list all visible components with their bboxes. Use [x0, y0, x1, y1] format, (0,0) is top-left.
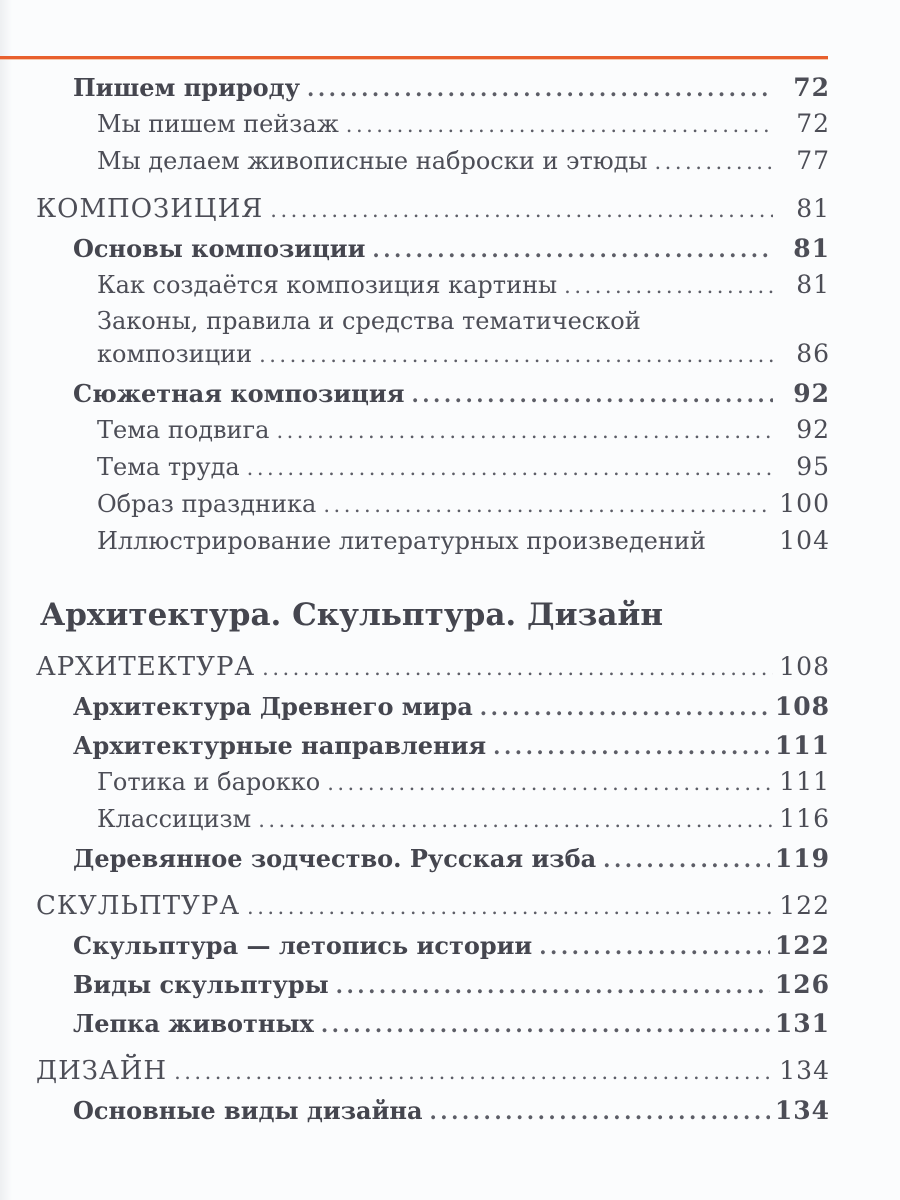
toc-entry	[0, 191, 830, 228]
toc-entry-title: композиции	[97, 340, 253, 368]
dot-leader	[603, 842, 770, 877]
toc-entry	[0, 231, 830, 267]
dot-leader	[321, 1007, 770, 1042]
toc-entry-page: 92	[796, 415, 830, 444]
toc-entry-title: Сюжетная композиция	[73, 379, 405, 408]
toc-entry-title: Иллюстрирование литературных произведений	[97, 527, 706, 555]
toc-entry	[0, 449, 830, 486]
toc-entry	[0, 1006, 830, 1042]
toc-entry-page: 81	[793, 234, 830, 263]
toc-entry	[0, 888, 830, 925]
toc-entry	[0, 689, 830, 725]
toc-entry-title: Пишем природу	[73, 73, 301, 102]
toc-entry	[0, 764, 830, 801]
toc-entry-title: Архитектурные направления	[73, 731, 487, 760]
dot-leader	[276, 414, 773, 449]
toc-entry-page: 81	[796, 194, 830, 223]
toc-entry	[0, 928, 830, 964]
toc-entry-page: 131	[774, 1009, 830, 1038]
toc-entry-page: 111	[779, 767, 830, 796]
toc-entry-title: Тема подвига	[97, 416, 270, 444]
toc-entry-page: 72	[796, 109, 830, 138]
toc-entry-title: АРХИТЕКТУРА	[36, 652, 256, 682]
toc-list	[0, 67, 900, 1129]
dot-leader	[323, 488, 773, 523]
toc-entry-title: Скульптура — летопись истории	[73, 931, 533, 960]
dot-leader	[493, 729, 770, 764]
toc-entry-page: 92	[793, 379, 830, 408]
toc-entry-title: Законы, правила и средства тематической	[97, 307, 641, 335]
toc-entry	[0, 1093, 830, 1129]
toc-entry-page: 122	[779, 891, 830, 920]
toc-entry	[0, 649, 830, 686]
dot-leader	[259, 338, 773, 373]
toc-entry-page: 104	[779, 526, 830, 555]
toc-entry	[0, 267, 830, 304]
toc-entry-page: 108	[779, 652, 830, 681]
toc-entry	[0, 592, 830, 638]
dot-leader	[411, 377, 773, 412]
toc-entry	[0, 801, 830, 838]
dot-leader	[480, 690, 770, 725]
toc-entry-title: КОМПОЗИЦИЯ	[36, 194, 264, 224]
top-divider-rule	[0, 56, 828, 59]
toc-entry-title: Готика и барокко	[97, 768, 321, 796]
toc-entry-title: Образ праздника	[97, 490, 317, 518]
toc-entry-title: Мы делаем живописные наброски и этюды	[97, 147, 648, 175]
toc-entry-page: 119	[774, 844, 830, 873]
dot-leader	[430, 1094, 770, 1129]
dot-leader	[539, 929, 770, 964]
toc-entry	[0, 106, 830, 143]
toc-entry-page: 86	[796, 339, 830, 368]
toc-entry-title: ДИЗАЙН	[36, 1056, 168, 1086]
toc-entry-page: 95	[796, 452, 830, 481]
toc-entry-page: 116	[779, 804, 830, 833]
toc-entry-page: 111	[774, 731, 830, 760]
dot-leader	[346, 108, 773, 143]
toc-entry-page: 134	[779, 1056, 830, 1085]
toc-entry	[0, 486, 830, 523]
toc-entry-title: Деревянное зодчество. Русская изба	[73, 844, 597, 873]
toc-entry-title: Основы композиции	[73, 234, 366, 263]
toc-entry	[0, 1053, 830, 1090]
toc-entry	[0, 143, 830, 180]
toc-entry-title: Тема труда	[97, 453, 240, 481]
toc-entry-page: 77	[796, 146, 830, 175]
toc-entry-title: Основные виды дизайна	[73, 1096, 423, 1125]
toc-entry	[0, 70, 830, 106]
toc-entry-title: Мы пишем пейзаж	[97, 110, 339, 138]
dot-leader	[258, 803, 773, 838]
toc-entry-title: Виды скульптуры	[73, 970, 329, 999]
toc-entry-page: 122	[774, 931, 830, 960]
toc-entry-title: Лепка животных	[73, 1009, 314, 1038]
toc-entry	[0, 967, 830, 1003]
dot-leader	[174, 1055, 773, 1090]
toc-entry	[0, 336, 830, 373]
dot-leader	[372, 232, 773, 267]
toc-entry-title: Архитектура. Скульптура. Дизайн	[40, 597, 664, 633]
toc-entry-page: 108	[774, 692, 830, 721]
toc-entry	[0, 412, 830, 449]
dot-leader	[307, 71, 773, 106]
dot-leader	[655, 145, 774, 180]
dot-leader	[247, 890, 773, 925]
toc-entry-page: 134	[774, 1096, 830, 1125]
toc-entry	[0, 841, 830, 877]
dot-leader	[336, 968, 770, 1003]
toc-entry-title: Как создаётся композиция картины	[97, 271, 558, 299]
dot-leader	[270, 193, 773, 228]
toc-entry-page: 81	[796, 270, 830, 299]
dot-leader	[564, 269, 773, 304]
toc-entry	[0, 376, 830, 412]
dot-leader	[247, 451, 773, 486]
dot-leader	[327, 766, 773, 801]
toc-entry-title: Архитектура Древнего мира	[73, 692, 473, 721]
toc-entry	[0, 523, 830, 559]
toc-entry-title: СКУЛЬПТУРА	[36, 891, 241, 921]
toc-entry	[0, 728, 830, 764]
toc-entry-title: Классицизм	[97, 805, 252, 833]
toc-entry-page: 100	[779, 489, 830, 518]
toc-entry	[0, 304, 830, 339]
toc-entry-page: 126	[774, 970, 830, 999]
toc-entry-page: 72	[793, 73, 830, 102]
dot-leader	[262, 651, 773, 686]
